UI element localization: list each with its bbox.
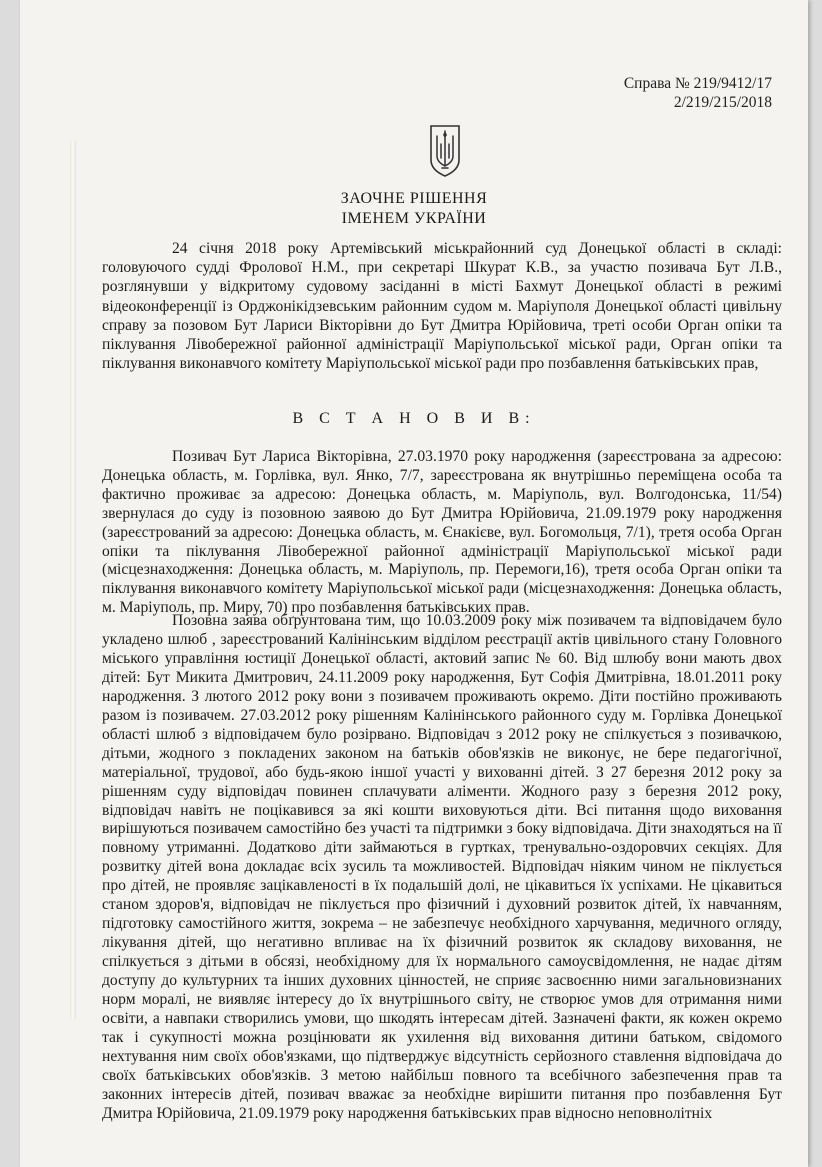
body-paragraph-1: Позивач Бут Лариса Вікторівна, 27.03.1970 року народження (зареєстрована за адресою: Донецька область, м. Горлівка, вул. Янко, 7/7, зареєстрована як внутрішньо переміщена особа та фактично проживає за адресою: Донецька область, м. Маріуполь, вул. Волгодонська, 11/54) звернулася до суду із позовною заявою до Бут Дмитра Юрійовича, 21.09.1979 року народження (зареєстрований за адресою: Донецька область, м. Єнакієве, вул. Богомольця, 7/1), третя особа Орган опіки та піклування Лівобережної районної адміністрації Маріупольської міської ради (місцезнаходження: Донецька область, м. Маріуполь, пр. Перемоги,16), третя особа Орган опіки та піклування виконавчого комітету Маріупольської міської ради (місцезнаходження: Донецька область, м. Маріуполь, пр. Миру, 70) про позбавлення батьківських прав. — [102, 448, 782, 617]
case-number-line-1: Справа № 219/9412/17 — [623, 75, 772, 92]
decision-subtitle: ІМЕНЕМ УКРАЇНИ — [341, 210, 487, 227]
paper-binding-strip — [70, 140, 76, 1020]
document-page — [20, 0, 808, 1167]
case-number — [624, 74, 772, 112]
body-paragraph-2: Позовна заява обґрунтована тим, що 10.03.2009 року між позивачем та відповідачем було укладено шлюб , зареєстрований Калінінським відділом реєстрації актів цивільного стану Головного міського управління юстиції Донецької області, актовий запис № 60. Від шлюбу вони мають двох дітей: Бут Микита Дмитрович, 24.11.2009 року народження, Бут Софія Дмитрівна, 18.01.2011 року народження. З лютого 2012 року вони з позивачем проживають окремо. Діти постійно проживають разом із позивачем. 27.03.2012 року рішенням Калінінського районного суду м. Горлівка Донецької області шлюб з відповідачем було розірвано. Відповідач з 2012 року не спілкується з позивачкою, дітьми, жодного з покладених законом на батьків обов'язків не виконує, не бере педагогічної, матеріальної, трудової, або будь-якою іншої участі у вихованні дітей. З 27 березня 2012 року за рішенням суду відповідач повинен сплачувати аліменти. Жодного разу з березня 2012 року, відповідач навіть не поцікавився за які кошти виховуються діти. Всі питання щодо виховання вирішуються позивачем самостійно без участі та підтримки з боку відповідача. Діти знаходяться на її повному утриманні. Додатково діти займаються в гуртках, тренувально-оздоровчих секціях. Для розвитку дітей вона докладає всіх зусиль та можливостей. Відповідач ніяким чином не піклується про дітей, не проявляє зацікавленості в їх подальшій долі, не цікавиться їх успіхами. Не цікавиться станом здоров'я, відповідач не піклується про фізичний і духовний розвиток дітей, їх навчанням, підготовку самостійного життя, зокрема – не забезпечує необхідного харчування, медичного огляду, лікування дітей, що негативно впливає на їх фізичний розвиток як складову виховання, не спілкується з дітьми в обсязі, необхідному для їх нормального самоусвідомлення, не надає дітям доступу до культурних та інших духовних цінностей, не сприяє засвоєнню ними загальновизнаних норм моралі, не виявляє інтересу до їх внутрішнього світу, не створює умов для отримання ними освіти, а навпаки створились умови, що шкодять інтересам дітей. Зазначені факти, як кожен окремо так і сукупності можна розцінювати як ухилення від виховання дитини батьком, свідомого нехтування ним своїх обов'язками, що підтверджує відсутність серйозного ставлення відповідача до своїх батьківських обов'язків. З метою найбільш повного та всебічного забезпечення прав та законних інтересів дітей, позивач вважає за необхідне вирішити питання про позбавлення Бут Дмитра Юрійовича, 21.09.1979 року народження батьківських прав відносно неповнолітніх — [102, 612, 782, 1122]
decision-title: ЗАОЧНЕ РІШЕННЯ — [340, 190, 488, 207]
section-heading: В С Т А Н О В И В: — [292, 410, 536, 427]
case-number-line-2: 2/219/215/2018 — [673, 94, 772, 111]
trident-emblem-icon — [425, 122, 465, 178]
intro-paragraph: 24 січня 2018 року Артемівський міськрайонний суд Донецької області в складі: головуючого судді Фролової Н.М., при секретарі Шкурат К.В., за участю позивача Бут Л.В., розглянувши у відкритому судовому засіданні в місті Бахмут Донецької області в режимі відеоконференції із Орджонікідзевським районним судом м. Маріуполя Донецької області цивільну справу за позовом Бут Лариси Вікторівни до Бут Дмитра Юрійовича, треті особи Орган опіки та піклування Лівобережної районної адміністрації Маріупольської міської ради, Орган опіки та піклування виконавчого комітету Маріупольської міської ради про позбавлення батьківських прав, — [102, 240, 782, 373]
